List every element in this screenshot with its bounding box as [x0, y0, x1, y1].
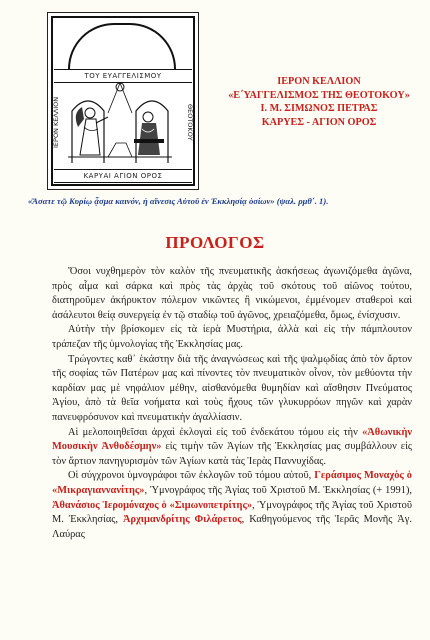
annunciation-scene-icon: [68, 83, 172, 163]
monastery-line-1: ΙΕΡΟΝ ΚΕΛΛΙΟΝ: [277, 76, 361, 87]
hymnographer-gerasimos: Γεράσιμος Μοναχὸς ὁ «Μικραγιαννανίτης»: [52, 470, 413, 496]
monastery-line-2: «Ε΄ΥΑΓΓΕΛΙΣΜΟΣ ΤΗΣ ΘΕΟΤΟΚΟΥ»: [228, 89, 410, 101]
epigraph: «Ἄσατε τῷ Κυρίῳ ᾆσμα καινόν, ἡ αἴνεσις Αὐτοῦ ἐν Ἐκκλησίᾳ ὁσίων» (ψαλ. ρμθ΄. 1).: [28, 196, 329, 206]
paragraph-4: [52, 426, 412, 470]
monastery-line-4: ΚΑΡΥΕΣ - ΑΓΙΟΝ ΟΡΟΣ: [261, 116, 377, 128]
hymnographer-athanasios: Ἀθανάσιος Ἱερομόναχος ὁ «Σιμωνοπετρίτης»: [52, 499, 253, 511]
paragraph-3: Τρώγοντες καθ᾽ ἑκάστην διὰ τῆς ἀναγνώσεως καὶ τῆς ψαλμῳδίας ἀπὸ τὸν ἄρτον τῆς σοφίας τῶν Πατέρων μας καὶ πίνοντες τὸν πνευματικὸν οἶνον, τὸν μεθύοντα τὴν καρδίαν μας μὲ νηφάλιον μέθην, αἰσθανόμεθα θυμηδίαν καὶ αἴσθησιν Πνεύματος Ἁγίου, ἀπὸ τὰ θεῖα νοήματα καὶ τοὺς ἤχους τῶν γλυκυρρόων πηγῶν καὶ χαρὰν πανευφρόσυνον καὶ πνευματικὴν ἀγαλλίασιν.: [52, 353, 412, 423]
paragraph-2: Αὐτὴν τὴν βρίσκομεν εἰς τὰ ἱερὰ Μυστήρια, ἀλλὰ καὶ εἰς τὴν πάμπλουτον τράπεζαν τῆς ὑμνολογίας τῆς Ἐκκλησίας μας.: [52, 324, 412, 350]
paragraph-4-text-a: Αἱ μελοποιηθεῖσαι ἀρχαὶ ἐκλογαὶ εἰς τοῦ ἑνδεκάτου τόμου εἰς τὴν: [68, 426, 363, 438]
paragraph-5-text-e: , Ὑμνογράφος τῆς Ἁγίας τοῦ Χριστοῦ Μ. Ἐκκλησίας,: [52, 499, 412, 526]
annunciation-icon: [47, 12, 199, 190]
icon-inscription-right: ΘΕΟΤΟΚΟΥ: [186, 103, 194, 141]
paragraph-4-text-c: εἰς τιμὴν τῶν Ἁγίων τῆς Ἐκκλησίας μας συμβάλλουν εἰς τὸν ἄρτιον πανηγυρισμὸν τῶν Ἁγίων κατὰ τὰς Ἱερὰς Παννυχίδας.: [52, 441, 412, 467]
anthology-title: «Ἀθωνικὴν Μουσικὴν Ἀνθοδέσμην»: [52, 426, 412, 453]
paragraph-5-text-a: Οἱ σύγχρονοι ὑμνογράφοι τῶν ἐκλογῶν τοῦ τόμου αὐτοῦ,: [68, 470, 315, 482]
icon-inscription-bottom: ΚΑΡΥΑΙ ΑΓΙΟΝ ΟΡΟΣ: [54, 169, 192, 183]
prologue-body: [52, 265, 412, 542]
hymnographer-filaretos: Ἀρχιμανδρίτης Φιλάρετος: [122, 514, 242, 526]
page-title: ΠΡΟΛΟΓΟΣ: [165, 233, 265, 252]
paragraph-5-text-c: , Ὑμνογράφος τῆς Ἁγίας τοῦ Χριστοῦ Μ. Ἐκκλησίας (+ 1991),: [144, 484, 412, 496]
paragraph-5-text-g: , Καθηγούμενος τῆς Ἱερᾶς Μονῆς Ἁγ. Λαύρας: [52, 514, 412, 540]
icon-inscription-left: ΙΕΡΟΝ ΚΕΛΛΙΟΝ: [52, 96, 60, 148]
paragraph-5: [52, 469, 412, 542]
monastery-line-3: Ι. Μ. ΣΙΜΩΝΟΣ ΠΕΤΡΑΣ: [260, 103, 378, 115]
icon-inscription-top: ΤΟΥ ΕΥΑΓΓΕΛΙΣΜΟΥ: [54, 69, 192, 83]
paragraph-1: Ὅσοι νυχθημερὸν τὸν καλὸν τῆς πνευματικῆς ἀσκήσεως ἀγωνιζόμεθα ἀγῶνα, πρὸς αἷμα καὶ σάρκα καὶ πρὸς τὰς ἀρχὰς τοῦ σκότους τοῦ αἰῶνος τούτου, διατηροῦμεν ἀκήρυκτον πόλεμον νικῶντες ἢ νικώμενοι, ἐμμένομεν σταθεροὶ καὶ ἀσάλευτοι θείᾳ συνεργείᾳ ἐν τῷ σταδίῳ τοῦ ἀγῶνος, χρειαζόμεθα, ὅμως, ἐνίσχυσιν.: [52, 266, 412, 321]
monastery-header: [218, 75, 420, 129]
